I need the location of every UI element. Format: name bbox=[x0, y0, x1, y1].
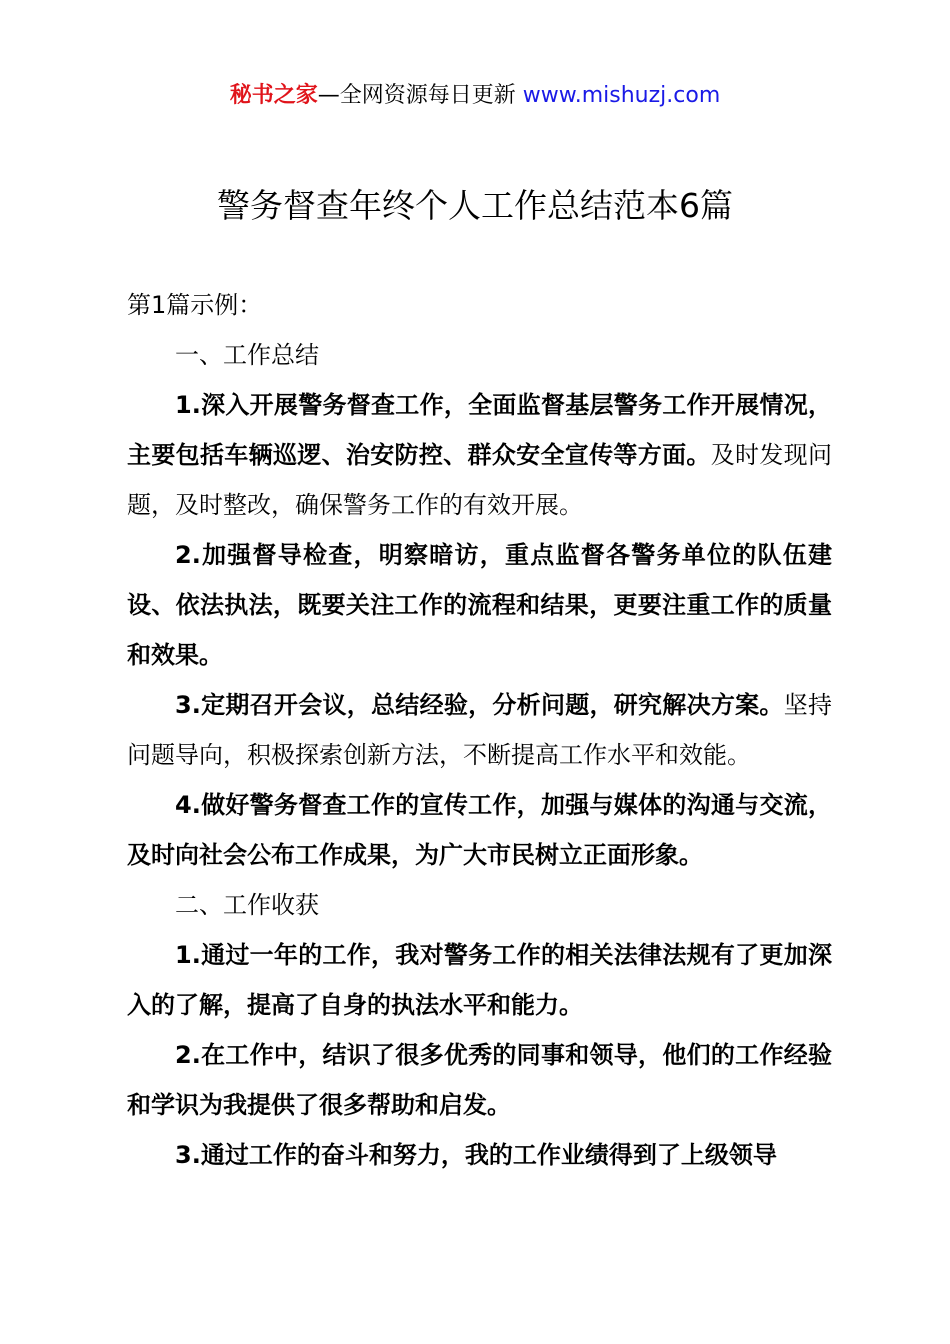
item-bold-text: 4.做好警务督查工作的宣传工作，加强与媒体的沟通与交流，及时向社会公布工作成果，为广大市民树立正面形象。 bbox=[127, 791, 832, 869]
summary-item-4 bbox=[127, 780, 832, 880]
document-body bbox=[127, 280, 832, 1180]
header-tagline: —全网资源每日更新 bbox=[317, 83, 523, 108]
brand-name: 秘书之家 bbox=[229, 83, 318, 108]
intro-line: 第1篇示例： bbox=[127, 291, 263, 319]
document-title: 警务督查年终个人工作总结范本6篇 bbox=[217, 186, 733, 225]
item-bold-text: 1.深入开展警务督查工作，全面监督基层警务工作开展情况，主要包括车辆巡逻、治安防控、群众安全宣传等方面。 bbox=[127, 391, 832, 469]
item-bold-text: 2.加强督导检查，明察暗访，重点监督各警务单位的队伍建设、依法执法，既要关注工作的流程和结果，更要注重工作的质量和效果。 bbox=[127, 541, 832, 669]
item-bold-text: 3.定期召开会议，总结经验，分析问题，研究解决方案。 bbox=[175, 691, 784, 719]
site-header bbox=[0, 80, 950, 112]
summary-item-1 bbox=[127, 380, 832, 530]
section-heading: 一、工作总结 bbox=[175, 341, 319, 369]
item-bold-text: 3.通过工作的奋斗和努力，我的工作业绩得到了上级领导 bbox=[175, 1141, 777, 1169]
item-normal-text: 坚持问题导向，积极探索创新方法，不断提高工作水平和效能。 bbox=[127, 691, 832, 769]
gains-item-3 bbox=[127, 1130, 832, 1180]
gains-item-1 bbox=[127, 930, 832, 1030]
summary-item-2 bbox=[127, 530, 832, 680]
gains-item-2 bbox=[127, 1030, 832, 1130]
item-bold-text: 2.在工作中，结识了很多优秀的同事和领导，他们的工作经验和学识为我提供了很多帮助和启发。 bbox=[127, 1041, 832, 1119]
section-heading: 二、工作收获 bbox=[175, 891, 319, 919]
item-bold-text: 1.通过一年的工作，我对警务工作的相关法律法规有了更加深入的了解，提高了自身的执法水平和能力。 bbox=[127, 941, 832, 1019]
site-url: www.mishuzj.com bbox=[522, 83, 721, 108]
item-normal-text: 及时发现问题，及时整改，确保警务工作的有效开展。 bbox=[127, 441, 833, 519]
summary-item-3 bbox=[127, 680, 832, 780]
